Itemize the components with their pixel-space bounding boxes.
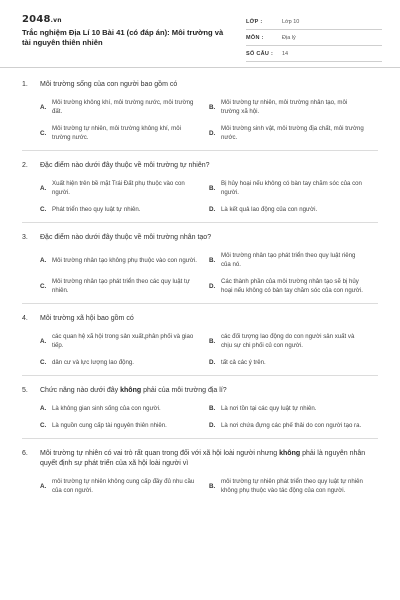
question-4 <box>0 314 400 376</box>
question-divider <box>22 222 378 223</box>
question-number: 1. <box>22 81 28 88</box>
question-text: Chức năng nào dưới đây không phải của môi trường địa lí? <box>40 387 227 394</box>
question-number: 5. <box>22 387 28 394</box>
option-c[interactable]: C. Phát triển theo quy luật tự nhiên. <box>40 206 141 213</box>
option-d[interactable]: D. Là nơi chứa đựng các phế thải do con người tạo ra. <box>209 422 362 429</box>
option-d[interactable]: D. Là kết quả lao động của con người. <box>209 206 318 213</box>
question-divider <box>22 375 378 376</box>
option-c[interactable]: C. dân cư và lực lượng lao động. <box>40 359 134 366</box>
meta-value: Lớp 10 <box>282 18 300 25</box>
question-divider <box>22 303 378 304</box>
option-b[interactable]: B. Môi trường tự nhiên, môi trường nhân tạo, môi trường xã hội. <box>209 99 348 115</box>
question-text: Môi trường xã hội bao gồm có <box>40 315 134 322</box>
meta-value: 14 <box>282 50 289 57</box>
meta-row-class <box>246 14 382 30</box>
option-b[interactable]: B. các đối tượng lao động do con người sản xuất và chịu sự chi phối củ con người. <box>209 333 355 349</box>
meta-key: LỚP : <box>246 18 263 25</box>
option-c[interactable]: C. Môi trường nhân tạo phát triển theo các quy luật tự nhiên. <box>40 278 190 294</box>
question-text: Đặc điểm nào dưới đây thuộc về môi trường tự nhiên? <box>40 162 210 169</box>
meta-value: Địa lý <box>282 34 296 41</box>
option-c[interactable]: C. Môi trường tự nhiên, môi trường không khí, môi trường nước. <box>40 125 181 141</box>
option-d[interactable]: D. Các thành phần của môi trường nhân tạo sẽ bị hủy hoại nếu không có bàn tay chăm sóc của con người. <box>209 278 363 294</box>
question-5 <box>0 386 400 439</box>
question-number: 2. <box>22 162 28 169</box>
question-number: 3. <box>22 234 28 241</box>
question-divider <box>22 150 378 151</box>
question-number: 6. <box>22 450 28 457</box>
page-title: Trắc nghiệm Địa Lí 10 Bài 41 (có đáp án): Môi trường và tài nguyên thiên nhiên <box>22 28 224 47</box>
logo-main: 2048 <box>22 14 51 25</box>
meta-table <box>246 14 382 62</box>
question-1 <box>0 80 400 151</box>
meta-row-count <box>246 46 382 62</box>
logo-tld: .vn <box>50 17 62 24</box>
option-a[interactable]: A. Môi trường nhân tạo không phụ thuộc vào con người. <box>40 256 197 264</box>
option-b[interactable]: B. Môi trường nhân tạo phát triển theo quy luật riêng của nó. <box>209 252 356 268</box>
option-b[interactable]: B. Bị hủy hoại nếu không có bàn tay chăm sóc của con người. <box>209 180 362 196</box>
option-a[interactable]: A. Môi trường không khí, môi trường nước, môi trường đất. <box>40 99 194 115</box>
question-6 <box>0 449 400 495</box>
option-a[interactable]: A. Xuất hiện trên bề mặt Trái Đất phụ thuộc vào con người. <box>40 180 185 196</box>
question-divider <box>22 438 378 439</box>
question-text: Môi trường tự nhiên có vai trò rất quan trong đối với xã hội loài người nhưng không phải là nguyên nhân quyết định sự phát triển của xã hội loài người vì <box>40 450 366 467</box>
option-b[interactable]: B. Là nơi tồn tại các quy luật tự nhiên. <box>209 405 317 412</box>
question-2 <box>0 161 400 223</box>
option-a[interactable]: A. Là không gian sinh sống của con người. <box>40 405 161 412</box>
option-c[interactable]: C. Là nguồn cung cấp tài nguyên thiên nhiên. <box>40 422 167 429</box>
question-list <box>0 80 400 503</box>
question-3 <box>0 233 400 304</box>
meta-key: SỐ CÂU : <box>246 50 274 57</box>
option-a[interactable]: A. các quan hệ xã hội trong sản xuất,phân phối và giao tiếp. <box>40 333 194 349</box>
option-d[interactable]: D. Môi trường sinh vật, môi trường địa chất, môi trường nước. <box>209 125 364 141</box>
option-b[interactable]: B. môi trường tự nhiên phát triển theo quy luật tự nhiên không phụ thuộc vào tác động của con người. <box>209 478 363 494</box>
question-number: 4. <box>22 315 28 322</box>
meta-key: MÔN : <box>246 34 264 41</box>
meta-row-subject <box>246 30 382 46</box>
question-text: Môi trường sống của con người bao gồm có <box>40 81 178 88</box>
option-a[interactable]: A. môi trường tự nhiên không cung cấp đầy đủ nhu cầu của con người. <box>40 478 195 494</box>
question-text: Đặc điểm nào dưới đây thuộc về môi trường nhân tạo? <box>40 234 212 241</box>
document-header <box>0 0 400 68</box>
option-d[interactable]: D. tất cả các ý trên. <box>209 359 266 366</box>
